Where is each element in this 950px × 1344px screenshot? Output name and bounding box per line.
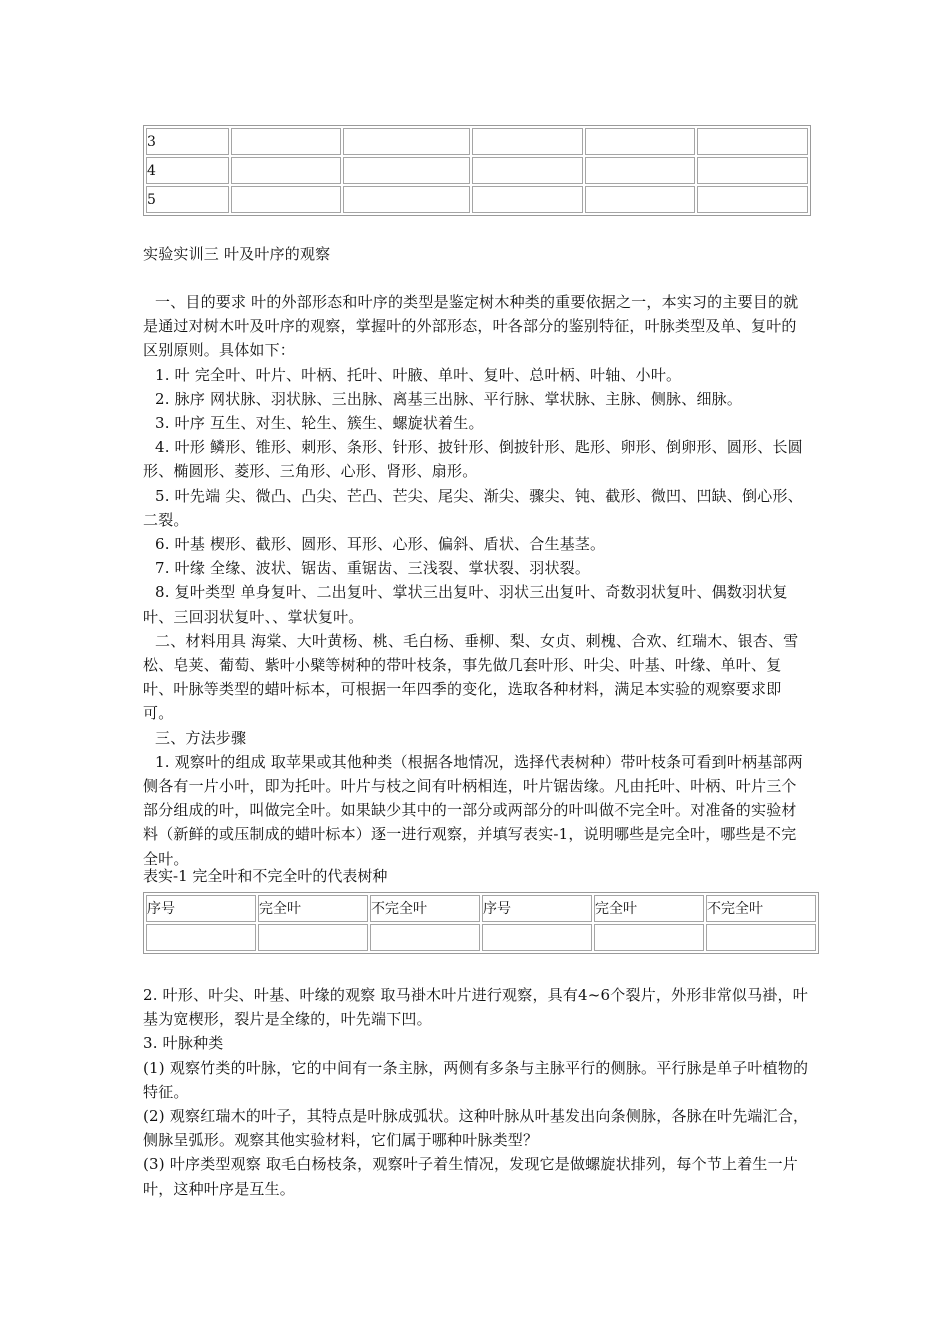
paragraph: (1) 观察竹类的叶脉，它的中间有一条主脉，两侧有多条与主脉平行的侧脉。平行脉是单子叶植物的特征。 [143, 1058, 809, 1101]
table-row [146, 128, 808, 155]
column-header: 序号 [146, 895, 256, 922]
body-text-b [143, 983, 811, 1201]
section-title-block [143, 242, 811, 266]
column-header: 序号 [482, 895, 592, 922]
table-cell [585, 157, 696, 184]
table-cell [706, 924, 816, 951]
paragraph: 7. 叶缘 全缘、波状、锯齿、重锯齿、三浅裂、掌状裂、羽状裂。 [155, 559, 591, 578]
table-cell [258, 924, 368, 951]
table-cell: 3 [146, 128, 229, 155]
paragraph: 6. 叶基 楔形、截形、圆形、耳形、心形、偏斜、盾状、合生基茎。 [155, 535, 606, 554]
table-cell [472, 157, 583, 184]
paragraph: 4. 叶形 鳞形、锥形、刺形、条形、针形、披针形、倒披针形、匙形、卵形、倒卵形、圆形、长圆形、椭圆形、菱形、三角形、心形、肾形、扇形。 [143, 438, 803, 481]
table-cell [697, 186, 808, 213]
section-title: 实验实训三 叶及叶序的观察 [143, 245, 331, 263]
table-cell [472, 128, 583, 155]
paragraph: 2. 脉序 网状脉、羽状脉、三出脉、离基三出脉、平行脉、掌状脉、主脉、侧脉、细脉。 [155, 389, 743, 408]
column-header: 完全叶 [594, 895, 704, 922]
table-cell [231, 128, 342, 155]
paragraph: 3. 叶脉种类 [143, 1034, 224, 1053]
table-cell [231, 186, 342, 213]
paragraph: 3. 叶序 互生、对生、轮生、簇生、螺旋状着生。 [155, 414, 484, 433]
table-cell [585, 186, 696, 213]
paragraph: 1. 叶 完全叶、叶片、叶柄、托叶、叶腋、单叶、复叶、总叶柄、叶轴、小叶。 [155, 365, 682, 384]
table-cell [697, 157, 808, 184]
table-row [146, 157, 808, 184]
paragraph: 三、方法步骤 [155, 728, 247, 747]
table-cell [343, 186, 470, 213]
leaf-type-table [143, 892, 819, 954]
paragraph: 二、材料用具 海棠、大叶黄杨、桃、毛白杨、垂柳、梨、女贞、刺槐、合欢、红瑞木、银杏、雪松、皂荚、葡萄、紫叶小檗等树种的带叶枝条，事先做几套叶形、叶尖、叶基、叶缘、单叶、复叶、叶脉等类型的蜡叶标本，可根据一年四季的变化，选取各种材料，满足本实验的观察要求即可。 [143, 631, 799, 723]
paragraph: 一、目的要求 叶的外部形态和叶序的类型是鉴定树木种类的重要依据之一，本实习的主要目的就是通过对树木叶及叶序的观察，掌握叶的外部形态，叶各部分的鉴别特征，叶脉类型及单、复叶的区别原则。具体如下： [143, 293, 799, 360]
column-header: 不完全叶 [370, 895, 480, 922]
table-row [146, 924, 816, 951]
table-cell [482, 924, 592, 951]
table-cell [472, 186, 583, 213]
table-cell [146, 924, 256, 951]
table-cell [594, 924, 704, 951]
table-cell [343, 157, 470, 184]
paragraph: 5. 叶先端 尖、微凸、凸尖、芒凸、芒尖、尾尖、渐尖、骤尖、钝、截形、微凹、凹缺、倒心形、二裂。 [143, 486, 803, 529]
paragraph: 8. 复叶类型 单身复叶、二出复叶、掌状三出复叶、羽状三出复叶、奇数羽状复叶、偶数羽状复叶、三回羽状复叶、、掌状复叶。 [143, 583, 788, 626]
paragraph: 2. 叶形、叶尖、叶基、叶缘的观察 取马褂木叶片进行观察，具有4~6个裂片，外形非常似马褂，叶基为宽楔形，裂片是全缘的，叶先端下凹。 [143, 986, 808, 1029]
table-cell [343, 128, 470, 155]
table-cell [585, 128, 696, 155]
table-cell [231, 157, 342, 184]
paragraph: (2) 观察红瑞木的叶子，其特点是叶脉成弧状。这种叶脉从叶基发出向条侧脉，各脉在叶先端汇合，侧脉呈弧形。观察其他实验材料，它们属于哪种叶脉类型？ [143, 1107, 809, 1150]
table-caption: 表实-1 完全叶和不完全叶的代表树种 [143, 867, 388, 885]
table-cell: 5 [146, 186, 229, 213]
paragraph: 1. 观察叶的组成 取苹果或其他种类（根据各地情况，选择代表树种）带叶枝条可看到叶柄基部两侧各有一片小叶，即为托叶。叶片与枝之间有叶柄相连，叶片锯齿缘。凡由托叶、叶柄、叶片三个部分组成的叶，叫做完全叶。如果缺少其中的一部分或两部分的叶叫做不完全叶。对准备的实验材料（新鲜的或压制成的蜡叶标本）逐一进行观察，并填写表实-1，说明哪些是完全叶，哪些是不完全叶。 [143, 752, 803, 868]
paragraph: (3) 叶序类型观察 取毛白杨枝条，观察叶子着生情况，发现它是做螺旋状排列，每个节上着生一片叶，这种叶序是互生。 [143, 1155, 798, 1198]
table-cell [697, 128, 808, 155]
column-header: 完全叶 [258, 895, 368, 922]
column-header: 不完全叶 [706, 895, 816, 922]
table-row [146, 186, 808, 213]
body-text-a [143, 290, 811, 871]
table-cell [370, 924, 480, 951]
table-header-row [146, 895, 816, 922]
top-table [143, 125, 811, 216]
table-cell: 4 [146, 157, 229, 184]
